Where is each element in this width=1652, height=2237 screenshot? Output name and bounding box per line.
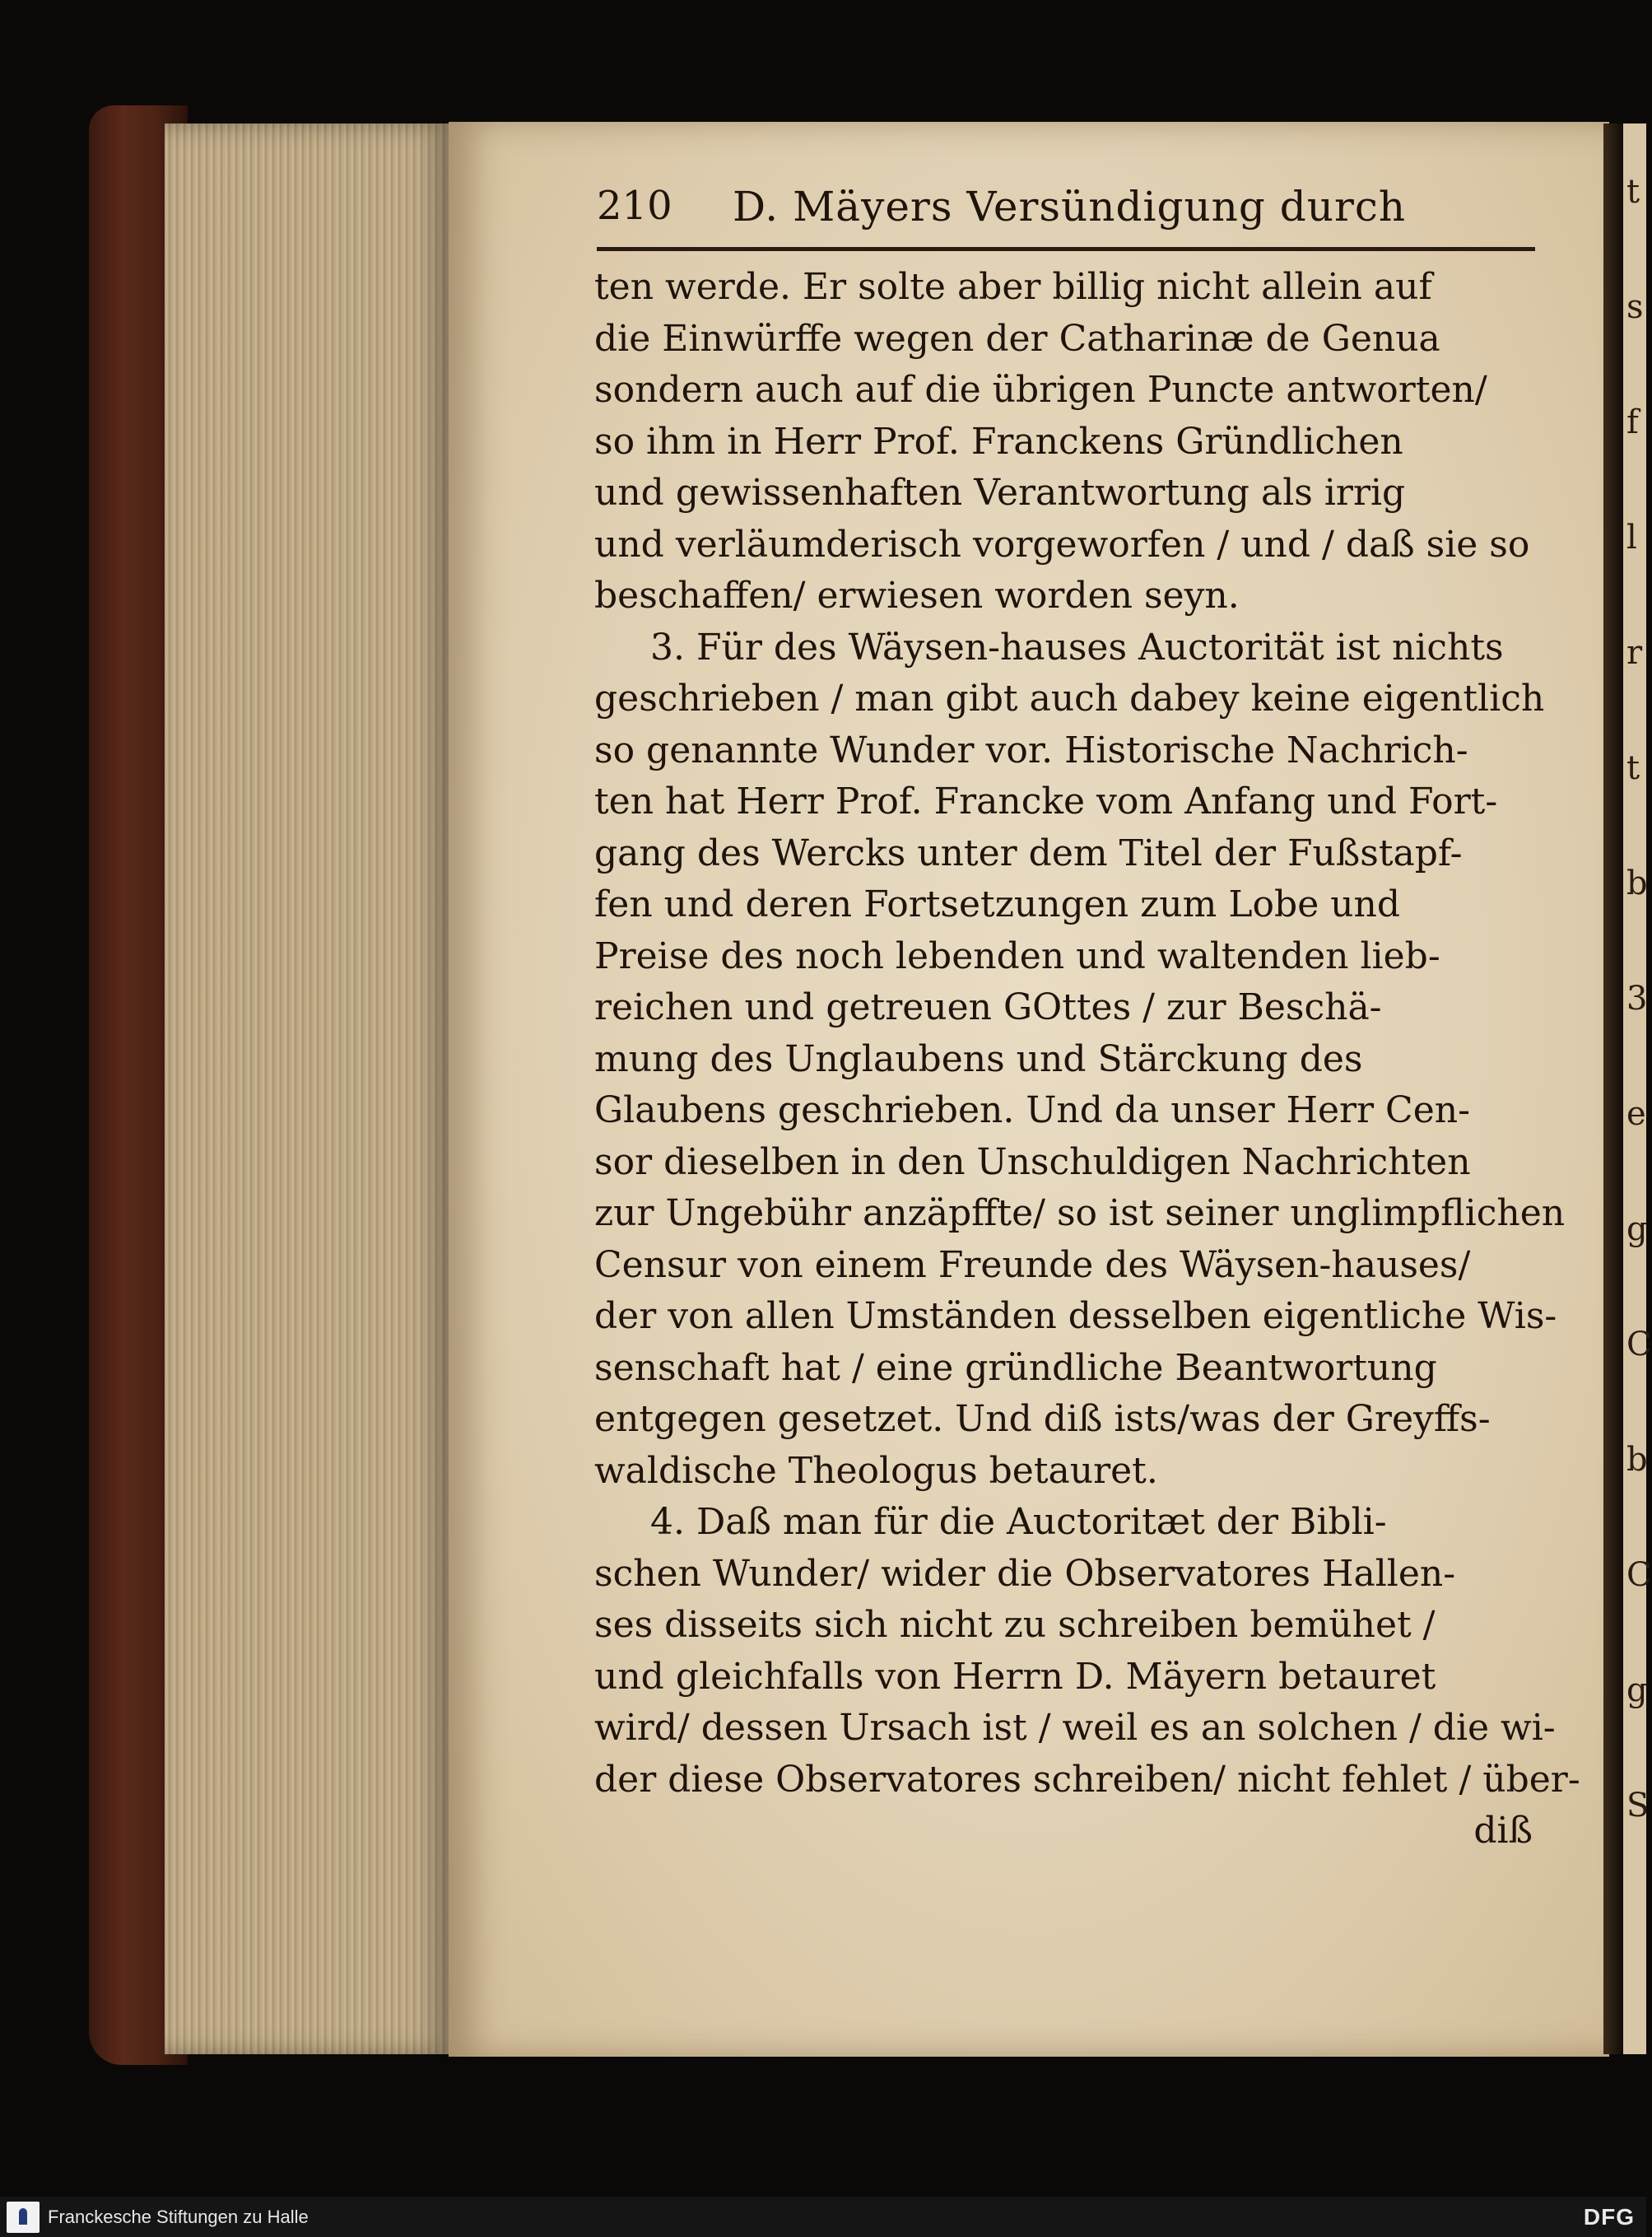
text-line: sondern auch auf die übrigen Puncte antworten/ [594,369,1487,411]
page-block-edge [165,124,453,2054]
text-line: der diese Observatores schreiben/ nicht fehlet / über- [594,1758,1580,1801]
text-line: und gewissenhaften Verantwortung als irrig [594,472,1406,514]
header-rule [597,247,1535,251]
institution-logo-icon [7,2202,40,2233]
text-line: ten hat Herr Prof. Francke vom Anfang und Fort- [594,781,1498,823]
facing-page-letter: b [1626,1441,1648,1479]
facing-page-letter: r [1626,634,1643,672]
facing-page-letter: 3 [1626,980,1648,1018]
page-number: 210 [597,183,672,229]
book-gutter [1603,124,1623,2054]
catchword: diß [1473,1810,1533,1852]
facing-page-letter: b [1626,865,1648,902]
facing-page-letter: e [1626,1095,1646,1133]
text-line: sor dieselben in den Unschuldigen Nachrichten [594,1140,1471,1183]
text-line: die Einwürffe wegen der Catharinæ de Genua [594,317,1440,360]
text-line: reichen und getreuen GOttes / zur Beschä- [594,986,1382,1028]
text-line: 3. Für des Wäysen-hauses Auctorität ist nichts [650,626,1504,669]
text-line: so ihm in Herr Prof. Franckens Gründlichen [594,420,1403,463]
text-line: waldische Theologus betauret. [594,1449,1158,1492]
facing-page-letter: g [1626,1210,1648,1248]
text-line: mung des Unglaubens und Stärckung des [594,1037,1363,1080]
text-line: entgegen gesetzet. Und diß ists/was der Greyffs- [594,1398,1491,1440]
running-head: D. Mäyers Versündigung durch [733,183,1407,231]
institution-name: Franckesche Stiftungen zu Halle [48,2207,309,2227]
facing-page-letter: t [1626,749,1640,787]
text-line: Censur von einem Freunde des Wäysen-hauses/ [594,1243,1471,1286]
text-line: ten werde. Er solte aber billig nicht allein auf [594,266,1432,308]
facing-page-letter: g [1626,1671,1648,1709]
text-line: geschrieben / man gibt auch dabey keine eigentlich [594,678,1545,720]
facing-page-fragment [1623,124,1652,2054]
facing-page-letter: S [1626,1787,1650,1825]
text-line: schen Wunder/ wider die Observatores Hallen- [594,1552,1456,1595]
text-line: der von allen Umständen desselben eigentliche Wis- [594,1295,1557,1337]
text-line: zur Ungebühr anzäpffte/ so ist seiner unglimpflichen [594,1192,1566,1234]
text-line: Preise des noch lebenden und waltenden lieb- [594,934,1440,977]
page-text-block [594,262,1580,1857]
facing-page-letter: C [1626,1556,1652,1594]
facing-page-letter: l [1626,519,1637,557]
viewer-footer [0,2197,1646,2237]
facing-page-letter: t [1626,173,1640,211]
text-line: wird/ dessen Ursach ist / weil es an solchen / die wi- [594,1707,1556,1749]
facing-page-letter: f [1626,403,1639,441]
dfg-logo-text: DFG [1583,2204,1635,2230]
text-line: und gleichfalls von Herrn D. Mäyern betauret [594,1655,1436,1698]
text-line: gang des Wercks unter dem Titel der Fußstapf- [594,832,1463,874]
text-line: Glaubens geschrieben. Und da unser Herr Cen- [594,1089,1470,1131]
text-line: fen und deren Fortsetzungen zum Lobe und [594,883,1401,925]
text-line: senschaft hat / eine gründliche Beantwortung [594,1346,1437,1389]
page-header [597,183,1552,240]
facing-page-letter: C [1626,1326,1652,1363]
text-line: ses disseits sich nicht zu schreiben bemühet / [594,1604,1436,1646]
text-line: beschaffen/ erwiesen worden seyn. [594,575,1240,617]
facing-page-letter: s [1626,288,1644,326]
text-line: so genannte Wunder vor. Historische Nachrich- [594,729,1468,771]
text-line: 4. Daß man für die Auctoritæt der Bibli- [650,1501,1387,1543]
text-line: und verläumderisch vorgeworfen / und / daß sie so [594,523,1530,566]
